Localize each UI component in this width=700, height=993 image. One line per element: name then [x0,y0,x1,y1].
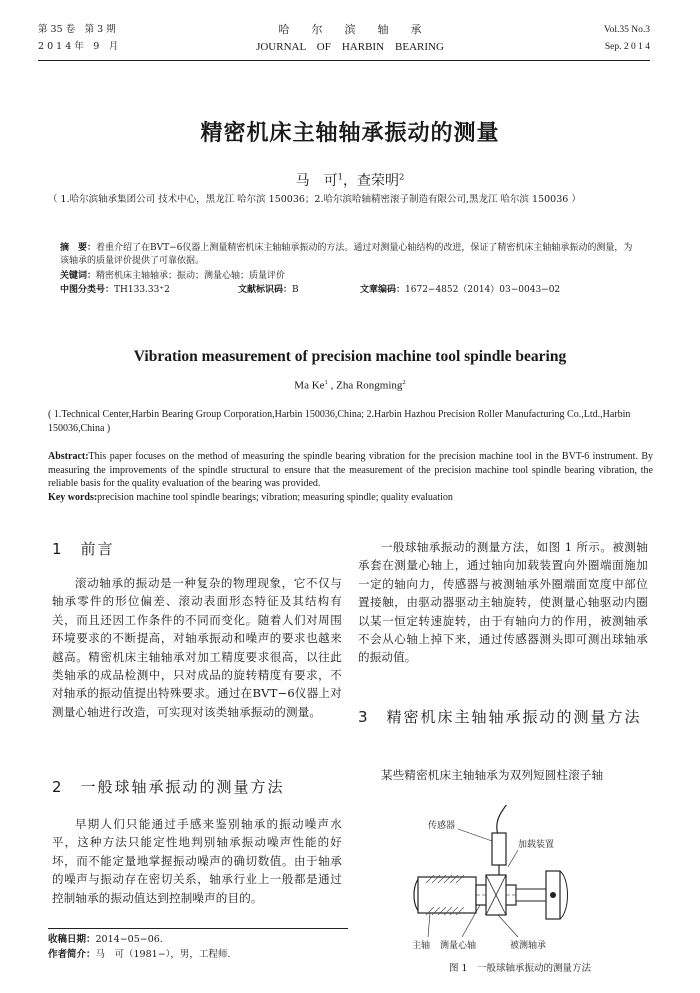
clc-value: TH133.33⁺2 [114,285,170,295]
header-journal-cn: 哈 尔 滨 轴 承 [278,23,422,36]
header-journal-en: JOURNAL OF HARBIN BEARING [256,41,444,53]
section-2-paragraph-2: 一般球轴承振动的测量方法，如图 1 所示。被测轴承套在测量心轴上，通过轴向加载装置向外圈端面施加一定的轴向力，传感器与被测轴承外圈端面宽度中部位置接触，由驱动器驱动主轴旋转，使测量心轴驱动内圈以某一恒定转速旋转，由于有轴向力的作用，被测轴承不会从心轴上掉下来，通过传感器测头即可测出球轴承的振动值。 [358,540,648,665]
article-code-label: 文章编码： [360,285,406,295]
section-1-title: 1 前言 [52,540,115,558]
label-spindle: 主轴 [412,941,431,951]
abstract-en [48,450,653,504]
author-en-2: Zha Rongming [336,379,403,392]
section-2-title: 2 一般球轴承振动的测量方法 [52,778,285,796]
received-label: 收稿日期： [48,934,96,945]
header-date-en: Sep. 2 0 1 4 [604,42,650,52]
author-bio-value: 马 可（1981−），男，工程师. [95,949,231,960]
received-value: 2014−05−06. [95,934,163,945]
section-3-title: 3 精密机床主轴轴承振动的测量方法 [358,708,642,726]
header-volume-cn: 第 35 卷 第 3 期 [38,24,116,35]
abstract-cn-text: 着重介绍了在BVT−6仪器上测量精密机床主轴轴承振动的方法。通过对测量心轴结构的改进，保证了精密机床主轴轴承振动的测量，为该轴承的质量评价提供了可靠依据。 [60,243,633,266]
keywords-en-label: Key words: [48,491,98,503]
keywords-cn-text: 精密机床主轴轴承；振动；测量心轴；质量评价 [96,271,286,281]
header-rule [38,60,650,61]
header-date-cn: 2 0 1 4 年 9 月 [38,41,119,52]
doc-code-value: B [292,285,299,295]
doc-code-label: 文献标识码： [238,285,293,295]
abstract-en-text: This paper focuses on the method of measuring the spindle bearing vibration for the precision machine tool in the BVT-6 instrument. By measuring the improvements of the spindle structural to ensure that the measurement of the precision machine tool spindle bearing vibration, the reliable basis for the quality evaluation of the bearing was provided. [48,451,653,489]
title-cn: 精密机床主轴轴承振动的测量 [200,121,500,146]
sensor-body [492,833,506,865]
author-en-sep: , [327,379,337,392]
author-cn-2-sup: 2 [399,171,405,182]
keywords-cn [60,270,640,283]
label-bearing: 被测轴承 [510,941,547,951]
figure-1-diagram [400,805,640,955]
label-mandrel: 测量心轴 [440,941,477,951]
sensor-cable [497,805,508,835]
abstract-en-label: Abstract: [48,451,89,462]
footer-received [48,933,163,947]
section-3-paragraph: 某些精密机床主轴轴承为双列短圆柱滚子轴 [381,768,604,782]
authors-cn [0,170,700,190]
author-en-1: Ma Ke [294,379,325,392]
abstract-cn [60,242,640,268]
article-code-value: 1672−4852（2014）03−0043−02 [405,285,561,295]
loading-shaft [516,889,546,901]
affiliation-en: ( 1.Technical Center,Harbin Bearing Group Corporation,Harbin 150036,China; 2.Harbin Hazhou Precision Roller Manufacturing Co.,Ltd.,Harbin 150036,China ) [48,409,631,434]
author-cn-2: 查荣明 [357,173,399,189]
section-2-paragraph-1: 早期人们只能通过手感来鉴别轴承的振动噪声水平，这种方法只能定性地判别轴承振动噪声性能的好坏，而不能定量地掌握振动噪声的确切数值。由于轴承的噪声与振动存在密切关系，轴承行业上一般都是通过控制轴承的振动值达到控制噪声的目的。 [52,817,342,905]
author-cn-sep: ， [343,173,357,189]
authors-en [0,379,700,392]
header-volume-en: Vol.35 No.3 [603,25,650,35]
author-cn-1: 马 可 [295,173,338,189]
author-cn-1-sup: 1 [337,171,343,182]
section-1-paragraph: 滚动轴承的振动是一种复杂的物理现象，它不仅与轴承零件的形位偏差、滚动表面形态特征及其结构有关，而且还因工作条件的不同而变化。随着人们对周围环境要求的不断提高，对轴承振动和噪声的要求也越来越高。精密机床主轴轴承对加工精度要求很高，以往此类轴承的成品检测中，只对成品的旋转精度有要求，不对轴承的振动值提出特殊要求。通过在BVT−6仪器上对测量心轴进行改造，可实现对该类轴承振动的测量。 [52,576,342,719]
clc-label: 中图分类号： [60,285,115,295]
footer-author [48,948,230,962]
keywords-en-text: precision machine tool spindle bearings; vibration; measuring spindle; quality evaluation [97,491,453,503]
label-load: 加载装置 [518,840,555,850]
abstract-cn-label: 摘 要： [60,243,97,253]
author-en-2-sup: 2 [402,379,406,386]
footer-rule [48,928,348,929]
figure-1-caption: 图 1 一般球轴承振动的测量方法 [448,963,592,974]
author-bio-label: 作者简介： [48,949,96,960]
affiliation-cn: （ 1.哈尔滨轴承集团公司 技术中心，黑龙江 哈尔滨 150036；2.哈尔滨哈轴精密滚子制造有限公司,黑龙江 哈尔滨 150036 ） [48,194,581,205]
label-sensor: 传感器 [428,821,456,831]
author-en-1-sup: 1 [324,379,328,386]
classification-line [60,284,640,297]
title-en: Vibration measurement of precision machine tool spindle bearing [133,348,567,365]
keywords-cn-label: 关键词： [60,271,97,281]
